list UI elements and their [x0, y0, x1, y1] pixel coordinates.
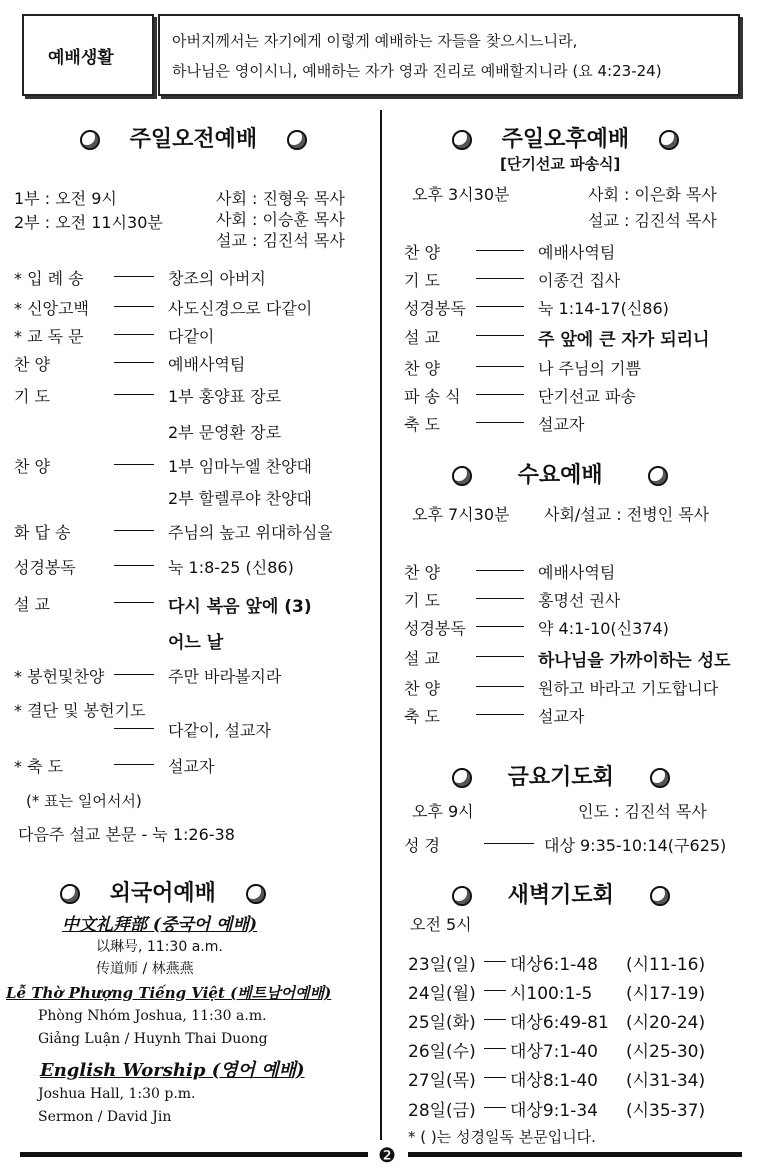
dawn-psalm: (시25-30): [626, 1042, 706, 1062]
dawn-psalm: (시20-24): [626, 1013, 706, 1033]
sunday-am-preacher: 설교 : 김진석 목사: [216, 231, 345, 250]
order-dash: [114, 764, 154, 765]
foreign-title: 외국어예배: [109, 881, 216, 906]
order-value: 설교자: [538, 707, 585, 726]
order-dash: [476, 278, 524, 279]
order-label: 기 도: [404, 271, 440, 290]
order-value: 예배사역팀: [538, 563, 616, 582]
order-label: * 봉헌및찬양: [14, 667, 105, 686]
circle-bullet-icon: [246, 884, 266, 904]
dawn-reading: 대상6:1-48: [510, 955, 598, 975]
order-value: 주님의 높고 위대하심을: [168, 523, 333, 542]
header-verse-line1: 아버지께서는 자기에게 이렇게 예배하는 자들을 찾으시느니라,: [172, 32, 578, 50]
dawn-dash: [484, 1107, 506, 1108]
order-dash: [476, 686, 524, 687]
header-verse-box: [158, 14, 740, 96]
order-value: 다시 복음 앞에 (3): [168, 597, 312, 617]
order-dash: [114, 530, 154, 531]
order-dash: [476, 656, 524, 657]
order-value: 하나님을 가까이하는 성도: [538, 651, 731, 671]
viet-line2: Giảng Luận / Huynh Thai Duong: [38, 1031, 268, 1047]
sunday-pm-title: 주일오후예배: [501, 127, 630, 152]
order-dash: [476, 598, 524, 599]
order-value: 사도신경으로 다같이: [168, 299, 313, 318]
order-value: 주만 바라볼지라: [168, 667, 282, 686]
sunday-am-service2: 2부 : 오전 11시30분: [14, 213, 163, 232]
order-dash: [476, 394, 524, 395]
order-dash: [476, 366, 524, 367]
order-label: 설 교: [404, 649, 440, 668]
order-dash: [114, 674, 154, 675]
column-divider: [380, 110, 382, 1140]
order-label: 찬 양: [404, 563, 440, 582]
dawn-time: 오전 5시: [410, 915, 472, 934]
dawn-title: 새벽기도회: [507, 883, 614, 908]
dawn-day: 27일(목): [408, 1071, 476, 1091]
order-value: 창조의 아버지: [168, 269, 266, 288]
wednesday-leader: 사회/설교 : 전병인 목사: [544, 505, 710, 524]
friday-label: 성 경: [404, 836, 440, 855]
order-label: 찬 양: [404, 679, 440, 698]
sunday-am-note: (* 표는 일어서서): [26, 792, 142, 810]
header-verse-line2: 하나님은 영이시니, 예배하는 자가 영과 진리로 예배할지니라 (요 4:23-24): [172, 62, 662, 80]
order-label: 축 도: [404, 707, 440, 726]
dawn-day: 23일(일): [408, 955, 476, 975]
order-value: 설교자: [538, 415, 585, 434]
foreign-heading: [60, 876, 266, 907]
order-label: 파 송 식: [404, 387, 461, 406]
dawn-heading: [452, 878, 670, 909]
viet-title: Lễ Thờ Phượng Tiếng Việt (베트남어예배): [6, 984, 332, 1002]
dawn-psalm: (시35-37): [626, 1101, 706, 1121]
order-dash: [476, 714, 524, 715]
order-value: 1부 홍양표 장로: [168, 387, 282, 406]
header-label: 예배생활: [48, 48, 114, 68]
dawn-day: 26일(수): [408, 1042, 476, 1062]
order-value: 이종건 집사: [538, 271, 621, 290]
dawn-psalm: (시31-34): [626, 1071, 706, 1091]
order-dash: [114, 334, 154, 335]
sunday-am-next-sermon: 다음주 설교 본문 - 눅 1:26-38: [18, 825, 235, 844]
sunday-pm-subtitle: [단기선교 파송식]: [500, 155, 621, 173]
friday-leader: 인도 : 김진석 목사: [578, 802, 707, 821]
dawn-reading: 시100:1-5: [510, 984, 593, 1004]
dawn-reading: 대상8:1-40: [510, 1071, 598, 1091]
circle-bullet-icon: [648, 466, 668, 486]
circle-bullet-icon: [452, 466, 472, 486]
wednesday-time: 오후 7시30분: [412, 505, 510, 524]
friday-dash: [484, 843, 534, 844]
friday-heading: [452, 760, 670, 791]
dawn-note: * ( )는 성경일독 본문입니다.: [408, 1128, 596, 1146]
sunday-am-leader2: 사회 : 이승훈 목사: [216, 210, 345, 229]
order-value: 1부 임마누엘 찬양대: [168, 457, 312, 476]
order-value: 설교자: [168, 757, 215, 776]
order-value: 어느 날: [168, 633, 224, 653]
order-value: 단기선교 파송: [538, 387, 636, 406]
order-label: * 신앙고백: [14, 299, 89, 318]
dawn-psalm: (시17-19): [626, 984, 706, 1004]
dawn-reading: 대상6:49-81: [510, 1013, 609, 1033]
order-value: 나 주님의 기쁨: [538, 359, 641, 378]
order-dash: [114, 565, 154, 566]
order-value: 눅 1:14-17(신86): [538, 299, 669, 318]
sunday-am-title: 주일오전예배: [129, 127, 258, 152]
sunday-am-service1: 1부 : 오전 9시: [14, 189, 117, 208]
order-dash: [476, 335, 524, 336]
order-value: 원하고 바라고 기도합니다: [538, 679, 719, 698]
order-label: 축 도: [404, 415, 440, 434]
dawn-day: 25일(화): [408, 1013, 476, 1033]
order-label: 찬 양: [404, 359, 440, 378]
order-label: * 입 례 송: [14, 269, 84, 288]
order-dash: [476, 626, 524, 627]
dawn-psalm: (시11-16): [626, 955, 706, 975]
friday-title: 금요기도회: [507, 765, 614, 790]
order-label: 찬 양: [14, 355, 50, 374]
order-label: 성경봉독: [404, 619, 466, 638]
order-value: 눅 1:8-25 (신86): [168, 558, 294, 577]
english-line1: Joshua Hall, 1:30 p.m.: [38, 1086, 196, 1102]
dawn-reading: 대상9:1-34: [510, 1101, 598, 1121]
circle-bullet-icon: [452, 768, 472, 788]
order-label: 기 도: [14, 387, 50, 406]
order-value: 주 앞에 큰 자가 되리니: [538, 330, 710, 350]
order-dash: [476, 250, 524, 251]
circle-bullet-icon: [80, 130, 100, 150]
order-dash: [476, 422, 524, 423]
chinese-line1: 以琳号, 11:30 a.m.: [96, 939, 223, 955]
dawn-dash: [484, 990, 506, 991]
friday-time: 오후 9시: [412, 802, 474, 821]
english-line2: Sermon / David Jin: [38, 1109, 172, 1125]
dawn-day: 28일(금): [408, 1101, 476, 1121]
footer-bar-right: [408, 1152, 742, 1157]
footer-bar-left: [20, 1152, 368, 1157]
order-value: 예배사역팀: [538, 243, 616, 262]
circle-bullet-icon: [452, 130, 472, 150]
order-label: 찬 양: [404, 243, 440, 262]
circle-bullet-icon: [287, 130, 307, 150]
order-dash: [114, 362, 154, 363]
dawn-day: 24일(월): [408, 984, 476, 1004]
order-dash: [476, 306, 524, 307]
circle-bullet-icon: [452, 886, 472, 906]
order-value: 약 4:1-10(신374): [538, 619, 669, 638]
order-dash: [114, 306, 154, 307]
order-value: 다같이, 설교자: [168, 721, 271, 740]
sunday-pm-heading: [452, 122, 679, 153]
page-number: ❷: [378, 1143, 396, 1167]
order-dash: [114, 728, 154, 729]
order-value: 예배사역팀: [168, 355, 246, 374]
order-value: 2부 할렐루야 찬양대: [168, 489, 312, 508]
dawn-dash: [484, 1048, 506, 1049]
wednesday-title: 수요예배: [517, 463, 603, 488]
chinese-line2: 传道师 / 林燕燕: [96, 961, 194, 977]
order-label: 찬 양: [14, 457, 50, 476]
circle-bullet-icon: [60, 884, 80, 904]
order-value: 다같이: [168, 327, 215, 346]
circle-bullet-icon: [659, 130, 679, 150]
circle-bullet-icon: [650, 886, 670, 906]
english-title: English Worship (영어 예배): [40, 1060, 305, 1081]
chinese-title: 中文礼拜部 (중국어 예배): [62, 915, 258, 935]
order-label: 성경봉독: [404, 299, 466, 318]
viet-line1: Phòng Nhóm Joshua, 11:30 a.m.: [38, 1008, 267, 1024]
order-label: 설 교: [404, 328, 440, 347]
order-label: 설 교: [14, 595, 50, 614]
order-dash: [114, 602, 154, 603]
order-dash: [476, 570, 524, 571]
order-dash: [114, 464, 154, 465]
dawn-dash: [484, 1019, 506, 1020]
circle-bullet-icon: [650, 768, 670, 788]
order-dash: [114, 276, 154, 277]
order-label: 화 답 송: [14, 523, 71, 542]
dawn-dash: [484, 961, 506, 962]
order-label: * 교 독 문: [14, 327, 84, 346]
sunday-am-heading: [80, 122, 307, 153]
sunday-pm-preacher: 설교 : 김진석 목사: [588, 211, 717, 230]
sunday-pm-leader: 사회 : 이은화 목사: [588, 185, 717, 204]
order-label: * 결단 및 봉헌기도: [14, 701, 146, 720]
order-label: 기 도: [404, 591, 440, 610]
order-label: 성경봉독: [14, 558, 76, 577]
sunday-pm-time: 오후 3시30분: [412, 185, 510, 204]
order-dash: [114, 394, 154, 395]
order-label: * 축 도: [14, 757, 64, 776]
order-value: 홍명선 권사: [538, 591, 621, 610]
order-value: 2부 문영환 장로: [168, 423, 282, 442]
dawn-dash: [484, 1077, 506, 1078]
dawn-reading: 대상7:1-40: [510, 1042, 598, 1062]
wednesday-heading: [452, 458, 668, 489]
sunday-am-leader1: 사회 : 진형욱 목사: [216, 189, 345, 208]
friday-value: 대상 9:35-10:14(구625): [544, 836, 727, 855]
